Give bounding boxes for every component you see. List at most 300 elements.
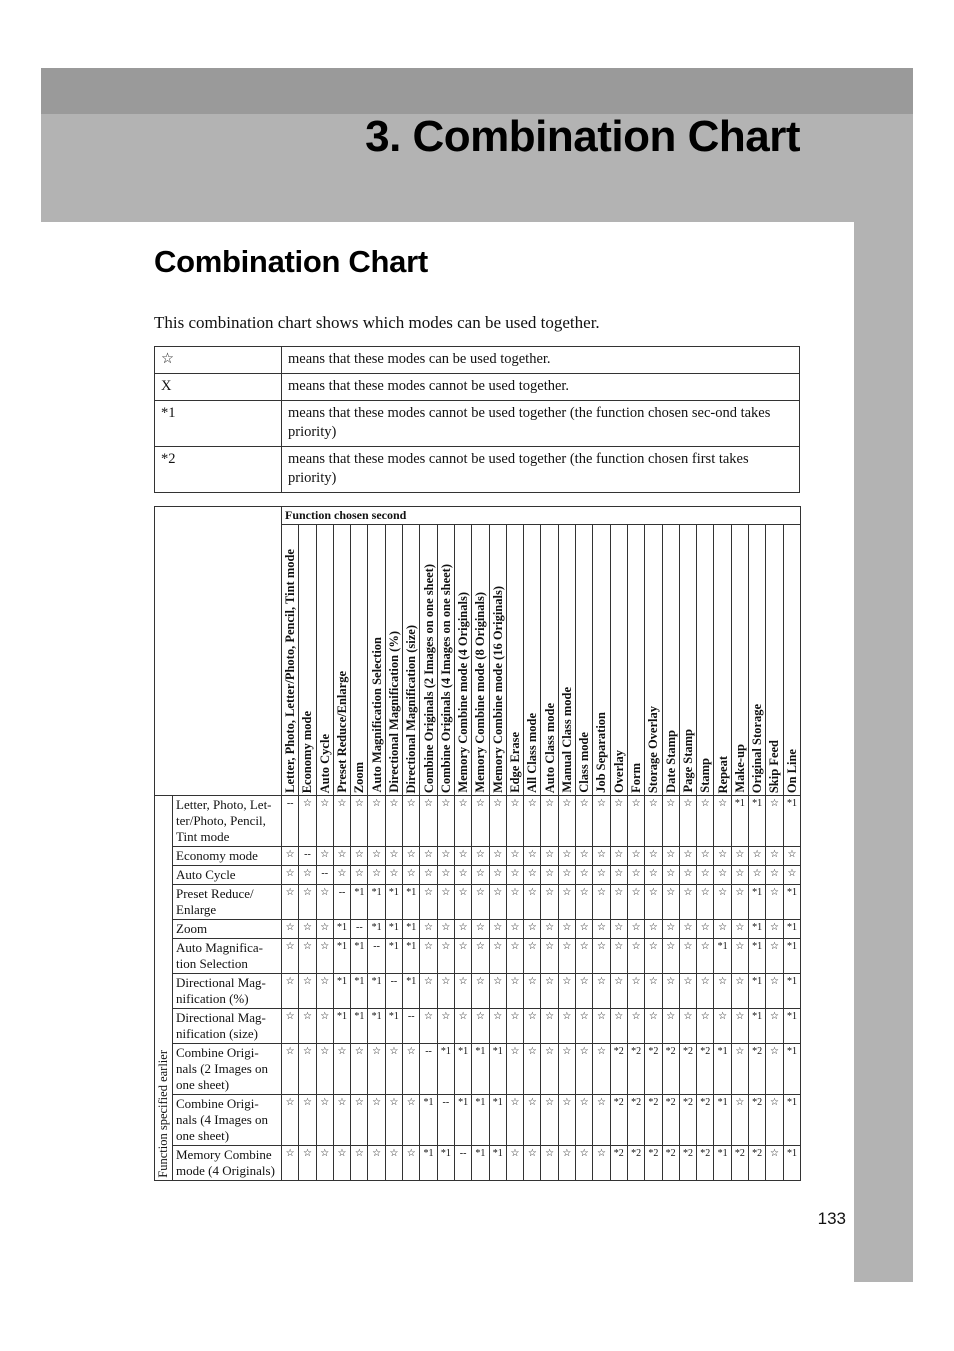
table-cell: ☆ [679, 1009, 696, 1044]
table-row [155, 847, 801, 866]
table-cell: ☆ [697, 1009, 714, 1044]
table-cell: ☆ [749, 847, 766, 866]
row-header: Letter, Photo, Let-ter/Photo, Pencil, Tint mode [173, 796, 282, 847]
intro-text: This combination chart shows which modes can be used together. [154, 313, 600, 332]
table-cell: ☆ [489, 847, 506, 866]
table-cell: ☆ [472, 796, 489, 847]
table-cell: ☆ [489, 1009, 506, 1044]
table-cell: ☆ [593, 1009, 610, 1044]
table-cell: ☆ [593, 1044, 610, 1095]
table-cell: ☆ [679, 847, 696, 866]
table-cell: ☆ [541, 1095, 558, 1146]
table-cell: ☆ [454, 939, 471, 974]
table-cell: *2 [610, 1044, 627, 1095]
table-cell: ☆ [576, 939, 593, 974]
table-cell: ☆ [420, 920, 437, 939]
table-cell: ☆ [506, 1146, 523, 1181]
column-header-label: Make-up [732, 744, 747, 793]
column-header-label: Auto Cycle [317, 733, 332, 793]
table-cell: *1 [749, 974, 766, 1009]
row-header: Combine Origi-nals (4 Images on one sheet) [173, 1095, 282, 1146]
table-cell: ☆ [627, 974, 644, 1009]
table-cell: ☆ [489, 885, 506, 920]
table-cell: ☆ [576, 1044, 593, 1095]
table-cell: ☆ [299, 1095, 316, 1146]
table-cell: *1 [489, 1044, 506, 1095]
column-header [420, 525, 437, 796]
table-cell: *1 [714, 1044, 731, 1095]
table-cell: ☆ [403, 866, 420, 885]
column-header [489, 525, 506, 796]
table-cell: ☆ [385, 1095, 402, 1146]
table-cell: *2 [697, 1044, 714, 1095]
table-cell: ☆ [385, 1044, 402, 1095]
table-cell: ☆ [766, 939, 783, 974]
table-cell: ☆ [299, 885, 316, 920]
column-header [506, 525, 523, 796]
table-cell: ☆ [541, 866, 558, 885]
table-cell: *2 [749, 1095, 766, 1146]
table-cell: ☆ [558, 866, 575, 885]
table-cell: ☆ [783, 847, 801, 866]
table-cell: *2 [610, 1146, 627, 1181]
table-cell: ☆ [627, 866, 644, 885]
table-cell: ☆ [489, 974, 506, 1009]
table-cell: ☆ [593, 1146, 610, 1181]
table-cell: ☆ [558, 1044, 575, 1095]
table-cell: ☆ [731, 847, 748, 866]
table-cell: ☆ [506, 1009, 523, 1044]
table-cell: ☆ [282, 1044, 299, 1095]
table-cell: ☆ [645, 796, 662, 847]
table-cell: *1 [351, 939, 368, 974]
column-header [576, 525, 593, 796]
table-cell: *2 [731, 1146, 748, 1181]
table-cell: ☆ [645, 974, 662, 1009]
legend-symbol: ☆ [155, 347, 282, 374]
table-cell: *1 [472, 1044, 489, 1095]
table-cell: ☆ [697, 939, 714, 974]
table-cell: ☆ [731, 885, 748, 920]
column-header [437, 525, 454, 796]
column-header-label: Combine Originals (4 Images on one sheet) [438, 563, 453, 793]
table-cell: ☆ [368, 796, 385, 847]
table-cell: *2 [662, 1095, 679, 1146]
column-header-label: Combine Originals (2 Images on one sheet) [421, 563, 436, 793]
column-header-label: Memory Combine mode (4 Originals) [456, 592, 471, 793]
table-cell: ☆ [541, 920, 558, 939]
table-cell: ☆ [489, 866, 506, 885]
table-cell: ☆ [697, 974, 714, 1009]
table-cell: ☆ [541, 847, 558, 866]
table-cell: ☆ [731, 939, 748, 974]
table-cell: ☆ [731, 974, 748, 1009]
legend-meaning: means that these modes cannot be used together. [282, 374, 800, 401]
table-cell: *1 [403, 920, 420, 939]
column-header [714, 525, 731, 796]
column-header [299, 525, 316, 796]
table-cell: ☆ [541, 1146, 558, 1181]
table-cell: *2 [662, 1146, 679, 1181]
table-cell: ☆ [524, 866, 541, 885]
column-header-label: Memory Combine mode (8 Originals) [473, 592, 488, 793]
table-cell: ☆ [472, 847, 489, 866]
table-cell: ☆ [662, 974, 679, 1009]
section-title: Combination Chart [154, 244, 428, 279]
table-cell: *1 [385, 1009, 402, 1044]
table-cell: *1 [385, 885, 402, 920]
table-cell: *1 [783, 885, 801, 920]
table-cell: ☆ [610, 974, 627, 1009]
table-cell: ☆ [299, 1009, 316, 1044]
table-cell: *2 [749, 1044, 766, 1095]
table-cell: ☆ [593, 920, 610, 939]
table-cell: ☆ [282, 939, 299, 974]
table-cell: ☆ [645, 866, 662, 885]
chapter-title: 3. Combination Chart [365, 112, 800, 161]
table-cell: *2 [645, 1095, 662, 1146]
table-cell: ☆ [558, 885, 575, 920]
table-cell: ☆ [593, 796, 610, 847]
table-cell: -- [368, 939, 385, 974]
table-cell: ☆ [731, 920, 748, 939]
table-cell: ☆ [610, 796, 627, 847]
table-row [155, 866, 801, 885]
table-cell: *1 [783, 1009, 801, 1044]
table-cell: *2 [627, 1095, 644, 1146]
table-row [155, 885, 801, 920]
column-header [662, 525, 679, 796]
table-cell: ☆ [645, 939, 662, 974]
table-cell: ☆ [506, 939, 523, 974]
table-cell: ☆ [299, 1146, 316, 1181]
table-cell: ☆ [558, 796, 575, 847]
table-cell: -- [351, 920, 368, 939]
table-cell: ☆ [714, 1009, 731, 1044]
table-cell: ☆ [541, 885, 558, 920]
table-cell: ☆ [333, 847, 350, 866]
table-cell: ☆ [299, 866, 316, 885]
table-cell: ☆ [316, 1146, 333, 1181]
table-cell: ☆ [316, 1095, 333, 1146]
table-cell: ☆ [627, 847, 644, 866]
table-cell: ☆ [524, 1095, 541, 1146]
table-cell: ☆ [368, 847, 385, 866]
column-header-label: Original Storage [750, 703, 765, 793]
table-cell: ☆ [454, 974, 471, 1009]
table-cell: *1 [333, 1009, 350, 1044]
table-cell: ☆ [541, 1009, 558, 1044]
table-cell: ☆ [506, 847, 523, 866]
column-header-label: Job Separation [594, 712, 609, 793]
table-cell: ☆ [714, 796, 731, 847]
table-cell: ☆ [385, 866, 402, 885]
table-cell: ☆ [576, 847, 593, 866]
table-cell: *1 [368, 920, 385, 939]
legend-meaning: means that these modes cannot be used together (the function chosen first takes priority) [282, 447, 800, 493]
table-cell: ☆ [385, 847, 402, 866]
table-cell: -- [299, 847, 316, 866]
table-cell: ☆ [472, 974, 489, 1009]
column-group-label: Function chosen second [282, 507, 801, 525]
table-cell: *1 [783, 974, 801, 1009]
table-cell: ☆ [662, 885, 679, 920]
table-cell: *1 [368, 974, 385, 1009]
table-cell: *1 [437, 1044, 454, 1095]
table-cell: ☆ [472, 939, 489, 974]
table-cell: ☆ [472, 866, 489, 885]
row-header: Directional Mag-nification (%) [173, 974, 282, 1009]
table-cell: *1 [731, 796, 748, 847]
page-number: 133 [817, 1209, 846, 1228]
table-cell: ☆ [558, 1146, 575, 1181]
table-cell: ☆ [299, 1044, 316, 1095]
table-cell: ☆ [316, 1044, 333, 1095]
legend-meaning: means that these modes cannot be used together (the function chosen sec-ond takes priority) [282, 401, 800, 447]
column-header-label: Form [629, 763, 644, 793]
table-row [155, 1095, 801, 1146]
table-cell: ☆ [299, 939, 316, 974]
table-cell: ☆ [368, 866, 385, 885]
table-cell: ☆ [627, 796, 644, 847]
column-header [541, 525, 558, 796]
column-header [697, 525, 714, 796]
column-header [593, 525, 610, 796]
row-group-label [155, 796, 173, 1181]
table-cell: ☆ [282, 974, 299, 1009]
table-cell: *1 [783, 796, 801, 847]
table-cell: ☆ [420, 847, 437, 866]
table-cell: *2 [679, 1146, 696, 1181]
table-cell: ☆ [766, 866, 783, 885]
table-cell: ☆ [697, 866, 714, 885]
column-header-label: Skip Feed [767, 739, 782, 793]
table-cell: ☆ [437, 847, 454, 866]
table-cell: ☆ [524, 847, 541, 866]
table-cell: *1 [783, 920, 801, 939]
table-cell: ☆ [766, 885, 783, 920]
table-cell: *1 [368, 885, 385, 920]
table-cell: *1 [472, 1146, 489, 1181]
table-cell: *1 [385, 939, 402, 974]
column-header [558, 525, 575, 796]
legend-row [155, 347, 800, 374]
table-cell: *1 [714, 1146, 731, 1181]
table-cell: ☆ [420, 1009, 437, 1044]
table-cell: ☆ [766, 974, 783, 1009]
table-cell: ☆ [316, 847, 333, 866]
column-header [454, 525, 471, 796]
table-cell: ☆ [368, 1095, 385, 1146]
column-header-label: Edge Erase [508, 732, 522, 793]
table-cell: ☆ [627, 885, 644, 920]
table-cell: ☆ [610, 866, 627, 885]
column-header [351, 525, 368, 796]
table-cell: ☆ [541, 939, 558, 974]
table-cell: *1 [783, 939, 801, 974]
table-cell: ☆ [403, 847, 420, 866]
table-cell: *1 [403, 974, 420, 1009]
table-cell: ☆ [766, 920, 783, 939]
column-header [333, 525, 350, 796]
table-cell: *1 [489, 1095, 506, 1146]
table-row [155, 1044, 801, 1095]
table-row [155, 974, 801, 1009]
table-cell: *1 [454, 1095, 471, 1146]
table-cell: ☆ [576, 920, 593, 939]
table-cell: ☆ [576, 1009, 593, 1044]
table-cell: *1 [489, 1146, 506, 1181]
table-cell: ☆ [679, 796, 696, 847]
table-cell: ☆ [316, 885, 333, 920]
table-cell: ☆ [403, 1146, 420, 1181]
table-cell: ☆ [645, 920, 662, 939]
legend-symbol: X [155, 374, 282, 401]
table-cell: ☆ [316, 974, 333, 1009]
table-cell: ☆ [282, 847, 299, 866]
table-cell: ☆ [541, 1044, 558, 1095]
table-cell: ☆ [282, 866, 299, 885]
table-cell: ☆ [420, 796, 437, 847]
table-cell: ☆ [558, 1095, 575, 1146]
table-cell: ☆ [282, 885, 299, 920]
row-header: Auto Magnifica-tion Selection [173, 939, 282, 974]
chart-corner [155, 507, 282, 796]
table-cell: ☆ [679, 866, 696, 885]
table-cell: ☆ [403, 1044, 420, 1095]
table-cell: ☆ [489, 939, 506, 974]
table-cell: ☆ [610, 920, 627, 939]
table-cell: *1 [403, 939, 420, 974]
table-cell: ☆ [662, 939, 679, 974]
table-cell: ☆ [576, 866, 593, 885]
table-cell: ☆ [558, 920, 575, 939]
table-cell: ☆ [524, 796, 541, 847]
table-cell: ☆ [472, 885, 489, 920]
table-cell: ☆ [679, 974, 696, 1009]
column-header-label: Auto Class mode [542, 702, 557, 793]
table-cell: *1 [749, 885, 766, 920]
table-cell: ☆ [749, 866, 766, 885]
table-cell: ☆ [558, 974, 575, 1009]
table-cell: ☆ [766, 847, 783, 866]
table-cell: ☆ [454, 1009, 471, 1044]
table-cell: ☆ [524, 974, 541, 1009]
table-row [155, 920, 801, 939]
column-header-label: Stamp [698, 758, 713, 793]
table-cell: ☆ [316, 1009, 333, 1044]
table-cell: *1 [437, 1146, 454, 1181]
table-cell: ☆ [437, 885, 454, 920]
table-cell: *2 [662, 1044, 679, 1095]
table-cell: ☆ [351, 1044, 368, 1095]
legend-row [155, 374, 800, 401]
table-cell: *1 [783, 1146, 801, 1181]
table-cell: ☆ [714, 974, 731, 1009]
table-cell: ☆ [506, 866, 523, 885]
table-cell: ☆ [316, 796, 333, 847]
table-cell: ☆ [627, 939, 644, 974]
legend-symbol: *1 [155, 401, 282, 447]
table-cell: ☆ [645, 1009, 662, 1044]
side-band [854, 222, 913, 1282]
table-cell: ☆ [524, 939, 541, 974]
table-cell: ☆ [437, 866, 454, 885]
table-cell: ☆ [766, 1095, 783, 1146]
table-cell: ☆ [783, 866, 801, 885]
table-cell: ☆ [662, 866, 679, 885]
table-cell: ☆ [731, 1009, 748, 1044]
table-cell: -- [333, 885, 350, 920]
table-cell: ☆ [524, 920, 541, 939]
table-cell: ☆ [593, 885, 610, 920]
table-cell: ☆ [558, 847, 575, 866]
legend-meaning: means that these modes can be used together. [282, 347, 800, 374]
table-cell: *1 [403, 885, 420, 920]
legend-symbol: *2 [155, 447, 282, 493]
row-header: Economy mode [173, 847, 282, 866]
table-cell: ☆ [524, 1146, 541, 1181]
column-header-label: Page Stamp [680, 729, 695, 793]
table-row [155, 1146, 801, 1181]
table-cell: ☆ [403, 796, 420, 847]
table-cell: ☆ [714, 885, 731, 920]
table-cell: ☆ [333, 1044, 350, 1095]
table-cell: ☆ [333, 1095, 350, 1146]
table-cell: ☆ [403, 1095, 420, 1146]
table-cell: *1 [333, 974, 350, 1009]
column-header-label: On Line [784, 748, 799, 793]
table-cell: *1 [783, 1095, 801, 1146]
table-cell: ☆ [766, 1146, 783, 1181]
table-cell: ☆ [679, 885, 696, 920]
table-cell: *1 [351, 974, 368, 1009]
table-cell: *2 [697, 1146, 714, 1181]
table-cell: ☆ [420, 885, 437, 920]
table-cell: ☆ [282, 920, 299, 939]
table-cell: ☆ [645, 885, 662, 920]
column-header-label: Repeat [715, 755, 730, 793]
table-cell: ☆ [351, 1095, 368, 1146]
table-cell: ☆ [524, 1044, 541, 1095]
table-cell: ☆ [385, 796, 402, 847]
table-cell: *1 [783, 1044, 801, 1095]
row-header: Directional Mag-nification (size) [173, 1009, 282, 1044]
column-header-label: Economy mode [300, 710, 315, 793]
table-cell: ☆ [697, 847, 714, 866]
table-cell: *1 [472, 1095, 489, 1146]
table-cell: -- [420, 1044, 437, 1095]
column-header-label: Directional Magnification (%) [386, 631, 401, 793]
column-header-label: Directional Magnification (size) [404, 624, 419, 793]
table-cell: *1 [749, 796, 766, 847]
table-cell: *1 [714, 939, 731, 974]
table-cell: ☆ [420, 866, 437, 885]
table-cell: ☆ [506, 885, 523, 920]
column-header [610, 525, 627, 796]
table-cell: ☆ [299, 796, 316, 847]
row-header: Combine Origi-nals (2 Images on one sheet) [173, 1044, 282, 1095]
table-cell: ☆ [368, 1146, 385, 1181]
table-cell: *2 [627, 1146, 644, 1181]
table-cell: ☆ [593, 847, 610, 866]
table-cell: -- [282, 796, 299, 847]
table-cell: ☆ [282, 1009, 299, 1044]
table-cell: ☆ [524, 1009, 541, 1044]
table-cell: ☆ [697, 796, 714, 847]
table-cell: ☆ [472, 1009, 489, 1044]
column-header [645, 525, 662, 796]
